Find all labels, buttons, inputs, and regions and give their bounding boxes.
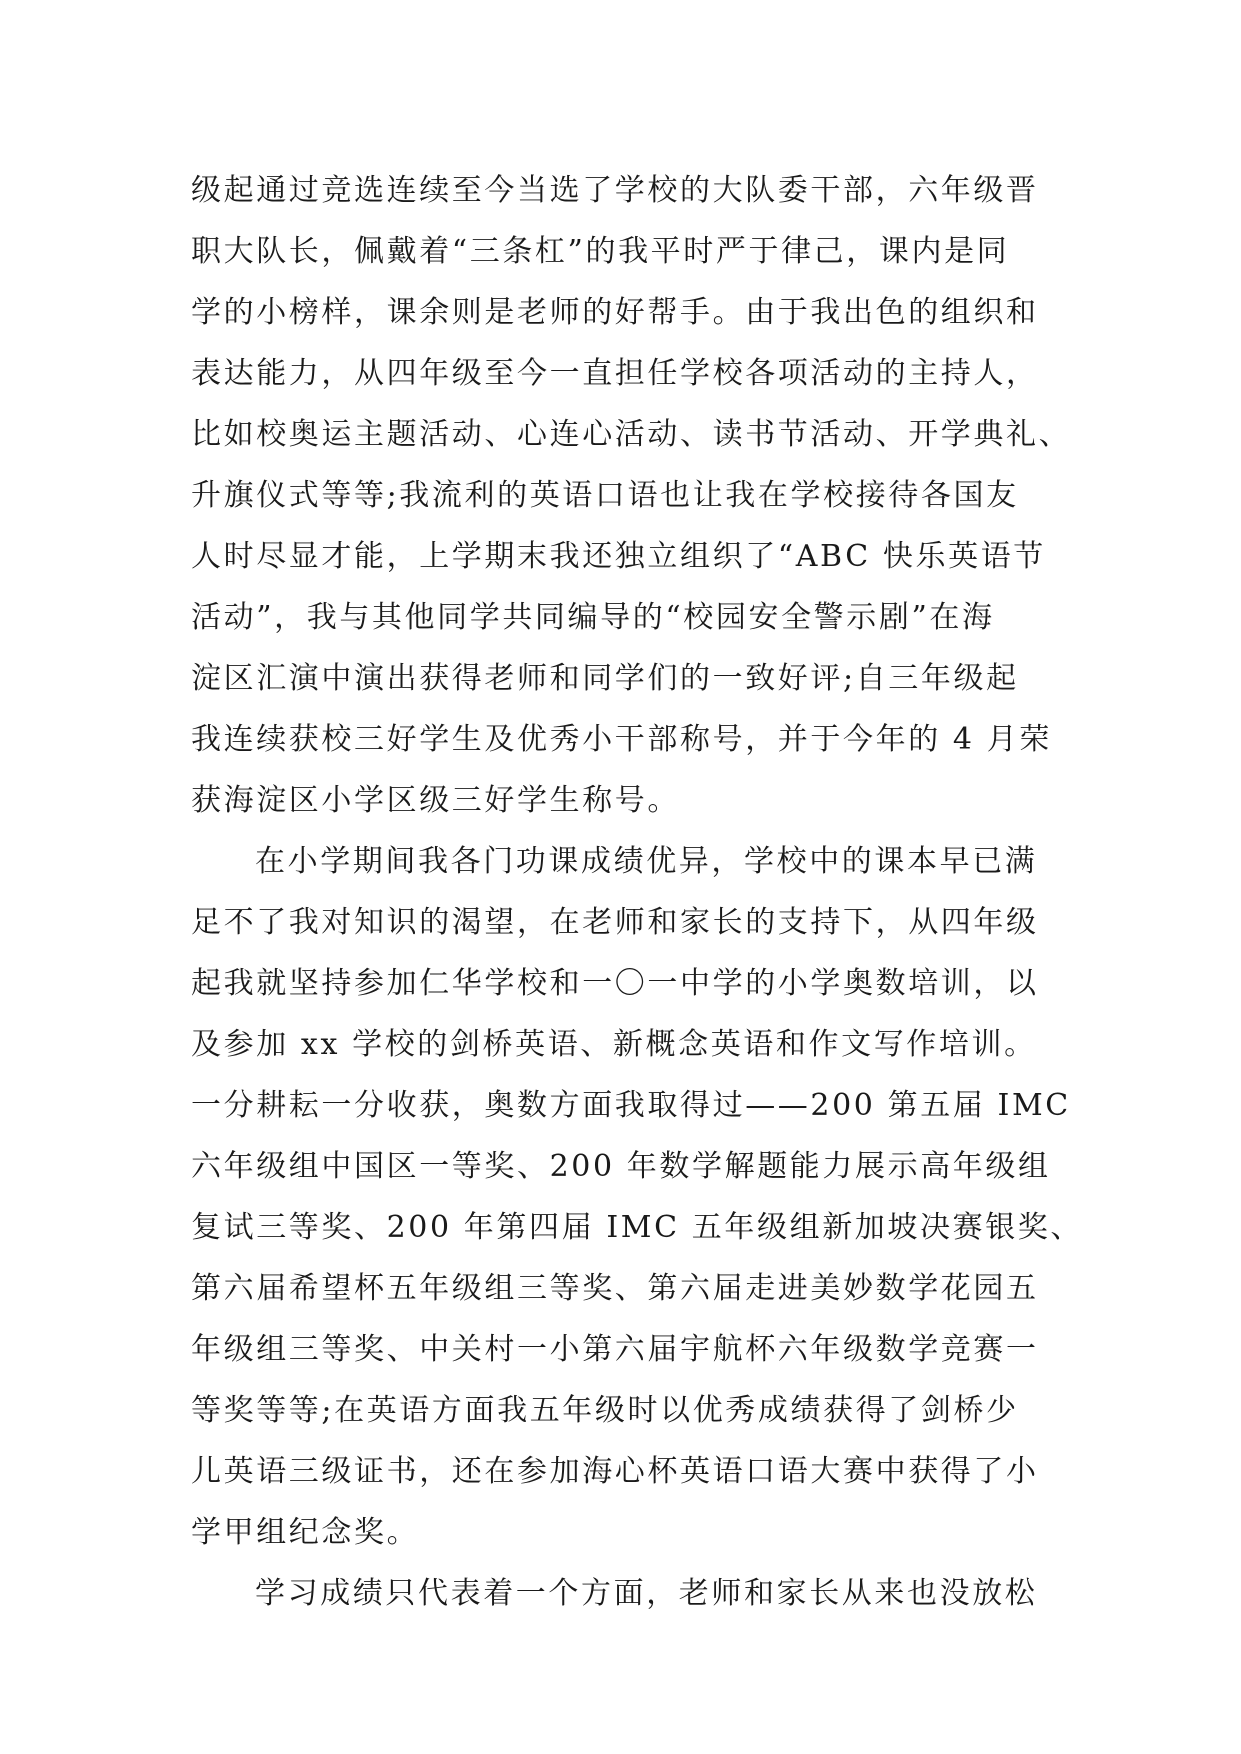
- text-line: 职大队长，佩戴着“三条杠”的我平时严于律己，课内是同: [191, 234, 1010, 269]
- text-line: 淀区汇演中演出获得老师和同学们的一致好评;自三年级起: [191, 661, 1019, 696]
- text-line: 及参加 xx 学校的剑桥英语、新概念英语和作文写作培训。: [191, 1027, 1037, 1062]
- text-line: 六年级组中国区一等奖、200 年数学解题能力展示高年级组: [191, 1149, 1051, 1184]
- text-line: 活动”，我与其他同学共同编导的“校园安全警示剧”在海: [191, 600, 995, 635]
- text-line: 升旗仪式等等;我流利的英语口语也让我在学校接待各国友: [191, 478, 1019, 513]
- text-line: 儿英语三级证书，还在参加海心杯英语口语大赛中获得了小: [191, 1454, 1039, 1489]
- text-line: 年级组三等奖、中关村一小第六届宇航杯六年级数学竞赛一: [191, 1332, 1039, 1367]
- paragraph-2: [191, 831, 1083, 1563]
- text-line: 起我就坚持参加仁华学校和一〇一中学的小学奥数培训，以: [191, 966, 1039, 1001]
- text-line: 第六届希望杯五年级组三等奖、第六届走进美妙数学花园五: [191, 1271, 1039, 1306]
- text-line: 我连续获校三好学生及优秀小干部称号，并于今年的 4 月荣: [191, 722, 1052, 757]
- text-line: 获海淀区小学区级三好学生称号。: [191, 783, 680, 818]
- text-line: 人时尽显才能，上学期末我还独立组织了“ABC 快乐英语节: [191, 539, 1046, 574]
- text-line: 学的小榜样，课余则是老师的好帮手。由于我出色的组织和: [191, 295, 1039, 330]
- text-line: 等奖等等;在英语方面我五年级时以优秀成绩获得了剑桥少: [191, 1393, 1019, 1428]
- text-line: 比如校奥运主题活动、心连心活动、读书节活动、开学典礼、: [191, 417, 1072, 452]
- text-line: 在小学期间我各门功课成绩优异，学校中的课本早已满: [255, 844, 1038, 879]
- paragraph-1: [191, 160, 1072, 831]
- text-line: 学甲组纪念奖。: [191, 1515, 420, 1550]
- text-line: 复试三等奖、200 年第四届 IMC 五年级组新加坡决赛银奖、: [191, 1210, 1083, 1245]
- text-line: 足不了我对知识的渴望，在老师和家长的支持下，从四年级: [191, 905, 1039, 940]
- text-line: 一分耕耘一分收获，奥数方面我取得过——200 第五届 IMC: [191, 1088, 1071, 1123]
- document-body: [191, 160, 1083, 1624]
- text-line: 级起通过竞选连续至今当选了学校的大队委干部，六年级晋: [191, 173, 1039, 208]
- text-line: 表达能力，从四年级至今一直担任学校各项活动的主持人，: [191, 356, 1039, 391]
- text-line: 学习成绩只代表着一个方面，老师和家长从来也没放松: [255, 1576, 1038, 1611]
- paragraph-3: [191, 1563, 1051, 1624]
